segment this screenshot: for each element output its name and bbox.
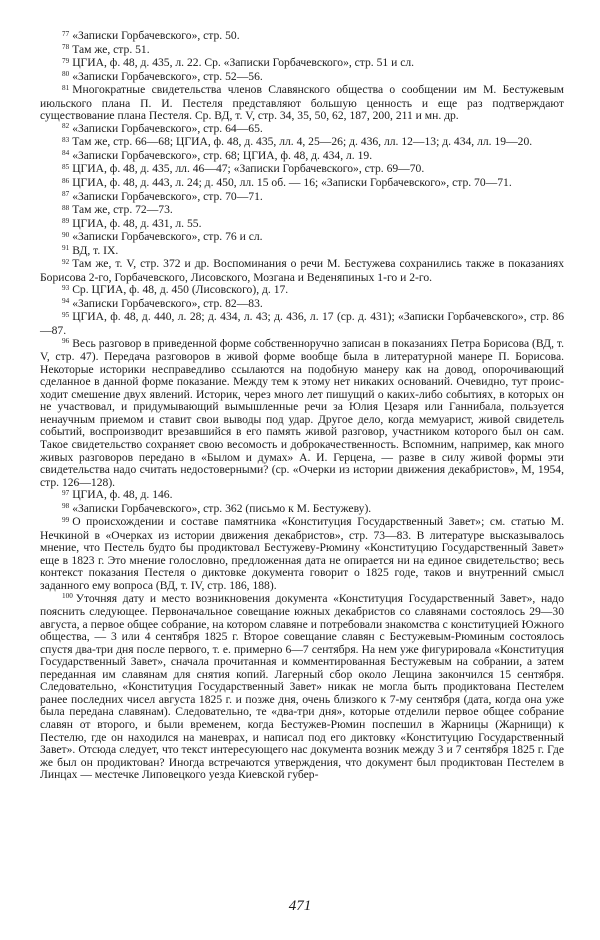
footnote-text: «Записки Горбачевского», стр. 52—56. — [72, 69, 263, 83]
footnote-text: Там же, стр. 72—73. — [72, 203, 173, 217]
footnote-text: ЦГИА, ф. 48, д. 146. — [72, 488, 173, 502]
footnote-text: ЦГИА, ф. 48, д. 443, л. 24; д. 450, лл. 15 об. — 16; «Записки Горбачевского», стр. 70—71. — [72, 176, 512, 190]
footnotes-block — [40, 30, 564, 782]
footnote-number: 100 — [62, 592, 73, 601]
footnote-number: 98 — [62, 502, 70, 511]
footnote-number: 86 — [62, 176, 70, 185]
footnote-96 — [40, 338, 564, 490]
footnote-91 — [40, 245, 564, 259]
footnote-text: ЦГИА, ф. 48, д. 431, л. 55. — [72, 216, 202, 230]
footnote-81 — [40, 84, 564, 123]
footnote-text: Ср. ЦГИА, ф. 48, д. 450 (Лисовского), д. 17. — [72, 283, 289, 297]
footnote-text: «Записки Горбачевского», стр. 64—65. — [72, 121, 263, 135]
footnote-number: 84 — [62, 149, 70, 158]
footnote-text: «Записки Горбачевского», стр. 82—83. — [72, 296, 263, 310]
footnote-82 — [40, 123, 564, 137]
footnote-text: ЦГИА, ф. 48, д. 435, л. 22. Ср. «Записки Горбачевского», стр. 51 и сл. — [72, 56, 415, 70]
footnote-text: Многократные свидетельства членов Славянского общества о сообщении им М. Бестужевым июльского плана П. И. Пестеля представляют большую ценность и еще раз подтверждают существование плана Пестеля. Ср. ВД, т. V, стр. 34, 35, 50, 62, 187, 200, 211 и мн. др. — [40, 83, 564, 123]
footnote-text: ЦГИА, ф. 48, д. 435, лл. 46—47; «Записки Горбачевского», стр. 69—70. — [72, 162, 425, 176]
footnote-number: 81 — [62, 83, 70, 92]
footnote-93 — [40, 284, 564, 298]
footnote-text: Там же, т. V, стр. 372 и др. Воспоминания о речи М. Бестужева сохранились также в показаниях Борисова 2-го, Горбачевского, Лисовского, Мозгана и Веденяпиных 1-го и 2-го. — [40, 257, 564, 284]
footnote-number: 91 — [62, 244, 70, 253]
page-number: 471 — [288, 898, 312, 914]
footnote-number: 87 — [62, 190, 70, 199]
footnote-100 — [40, 593, 564, 782]
footnote-text: «Записки Горбачевского», стр. 76 и сл. — [72, 230, 263, 244]
footnote-number: 90 — [62, 230, 70, 239]
footnote-87 — [40, 191, 564, 205]
footnote-98 — [40, 503, 564, 517]
footnote-text: Уточняя дату и место возникновения документа «Конституция Государственный Завет», надо пояснить следующее. Первоначальное совещание южных декабристов со славянами состоялось 29—30 августа, а первое общее собрание, на котором славяне и потребовали знакомства с конституцией Южного общества, — 3 или 4 сентября 1825 г. Второе совещание славян с Бестужевым-Рюминым состоялось спустя два-три дня после первого, т. е. примерно 6—7 сентября. На нем уже фигурировала «Конституция Государственный Завет», сначала прочитанная и комментированная Бестужевым на собрании, а затем переданная им славянам для снятия копий. Лагерный сбор около Лещина закончился 15 сентября. Следовательно, «Конституция Государственный Завет» никак не могла быть продиктована Пестелем ранее последних чисел августа 1825 г. и позже дня, очень близкого к 7-му сентября (дата, когда она уже была передана славянам). Следовательно, те «два-три дня», которые отделили первое общее собрание славян от второго, и были временем, когда Бестужев-Рюмин поспешил в Жарницы (Жарнищи) к Пестелю, где он находился на маневрах, и написал под его диктовку «Конституцию Государственный Завет». Отсюда следует, что текст интересующего нас документа возник между 3 и 7 сентября 1825 г. Где же был он продиктован? Иногда встречаются утверждения, что документ был продиктован Пестелем в Линцах — местечке Липовецкого уезда Киевской губер- — [40, 591, 564, 782]
footnote-80 — [40, 71, 564, 85]
footnote-85 — [40, 163, 564, 177]
footnote-number: 92 — [62, 257, 70, 266]
footnote-97 — [40, 489, 564, 503]
footnote-number: 94 — [62, 297, 70, 306]
footnote-text: «Записки Горбачевского», стр. 68; ЦГИА, ф. 48, д. 434, л. 19. — [72, 148, 373, 162]
footnote-90 — [40, 231, 564, 245]
footnote-text: ЦГИА, ф. 48, д. 440, л. 28; д. 434, л. 43; д. 436, л. 17 (ср. д. 431); «Записки Горбачевского», стр. 86—87. — [40, 310, 564, 338]
footnote-99 — [40, 516, 564, 592]
footnote-text: Там же, стр. 51. — [72, 42, 150, 56]
footnote-88 — [40, 204, 564, 218]
footnote-text: ВД, т. IX. — [72, 243, 119, 257]
footnote-number: 79 — [62, 56, 70, 65]
footnote-number: 99 — [62, 515, 70, 524]
footnote-text: Весь разговор в приведенной форме собственноручно записан в показаниях Петра Борисова (ВД, т. V, стр. 47). Передача разговоров в живой форме вообще была в литературной манере П. Борисова. Некоторые историки несправедливо ссылаются на подобную манеру как на довод, опорочивающий сделанное в данной форме показание. Между тем к этому нет никаких оснований. Очевидно, тут происходит смешение двух явлений. Историк, через много лет пишущий о каких-либо событиях, в которых он не участвовал, и придумывающий вымышленные речи за Юлия Цезаря или Ганнибала, пользуется ненаучным приемом и ставит свои выводы под удар. Другое дело, когда мемуарист, живой свидетель событий, воспроизводит врезавшийся в его память живой разговор, участником которого был он сам. Такое свидетельство сохраняет свою весомость и доброкачественность. Вспомним, например, как много живых разговоров передано в «Былом и думах» А. И. Герцена, — разве в силу живой формы эти свидетельства надо считать недостоверными? (ср. «Очерки из истории движения декабристов», М, 1954, стр. 126—128). — [40, 336, 564, 489]
footnote-number: 83 — [62, 135, 70, 144]
footnote-number: 88 — [62, 203, 70, 212]
footnote-number: 80 — [62, 70, 70, 79]
footnote-number: 89 — [62, 217, 70, 226]
footnote-83 — [40, 136, 564, 150]
footnote-number: 96 — [62, 337, 70, 346]
footnote-number: 97 — [62, 488, 70, 497]
footnote-text: О происхождении и составе памятника «Конституция Государственный Завет»; см. статью М. Нечкиной в «Очерках из истории движения декабристов», стр. 73—83. В литературе высказывалось мнение, что Пестель будто бы продиктовал Бестужеву-Рюмину «Конституцию Государственный Завет» еще в 1823 г. Это мнение голословно, предложенная дата не опирается ни на единое свидетельство; весь контекст показания Пестеля о диктовке документа говорит о 1825 годе, таков и внутренний смысл заданного ему вопроса (ВД, т. IV, стр. 186, 188). — [40, 515, 564, 592]
footnote-text: «Записки Горбачевского», стр. 50. — [72, 29, 240, 42]
footnote-89 — [40, 218, 564, 232]
footnote-94 — [40, 298, 564, 312]
footnote-77 — [40, 30, 564, 44]
footnote-text: «Записки Горбачевского», стр. 362 (письмо к М. Бестужеву). — [72, 501, 372, 515]
footnote-number: 77 — [62, 29, 70, 38]
footnote-84 — [40, 150, 564, 164]
footnote-text: «Записки Горбачевского», стр. 70—71. — [72, 189, 263, 203]
footnote-78 — [40, 44, 564, 58]
footnote-number: 95 — [62, 310, 70, 319]
footnote-95 — [40, 311, 564, 337]
footnote-92 — [40, 258, 564, 284]
footnote-text: Там же, стр. 66—68; ЦГИА, ф. 48, д. 435, лл. 4, 25—26; д. 436, лл. 12—13; д. 434, лл. 19—20. — [72, 135, 533, 149]
footnote-79 — [40, 57, 564, 71]
footnote-86 — [40, 177, 564, 191]
footnote-number: 78 — [62, 43, 70, 52]
footnote-number: 93 — [62, 283, 70, 292]
footnote-number: 82 — [62, 122, 70, 131]
footnote-number: 85 — [62, 162, 70, 171]
